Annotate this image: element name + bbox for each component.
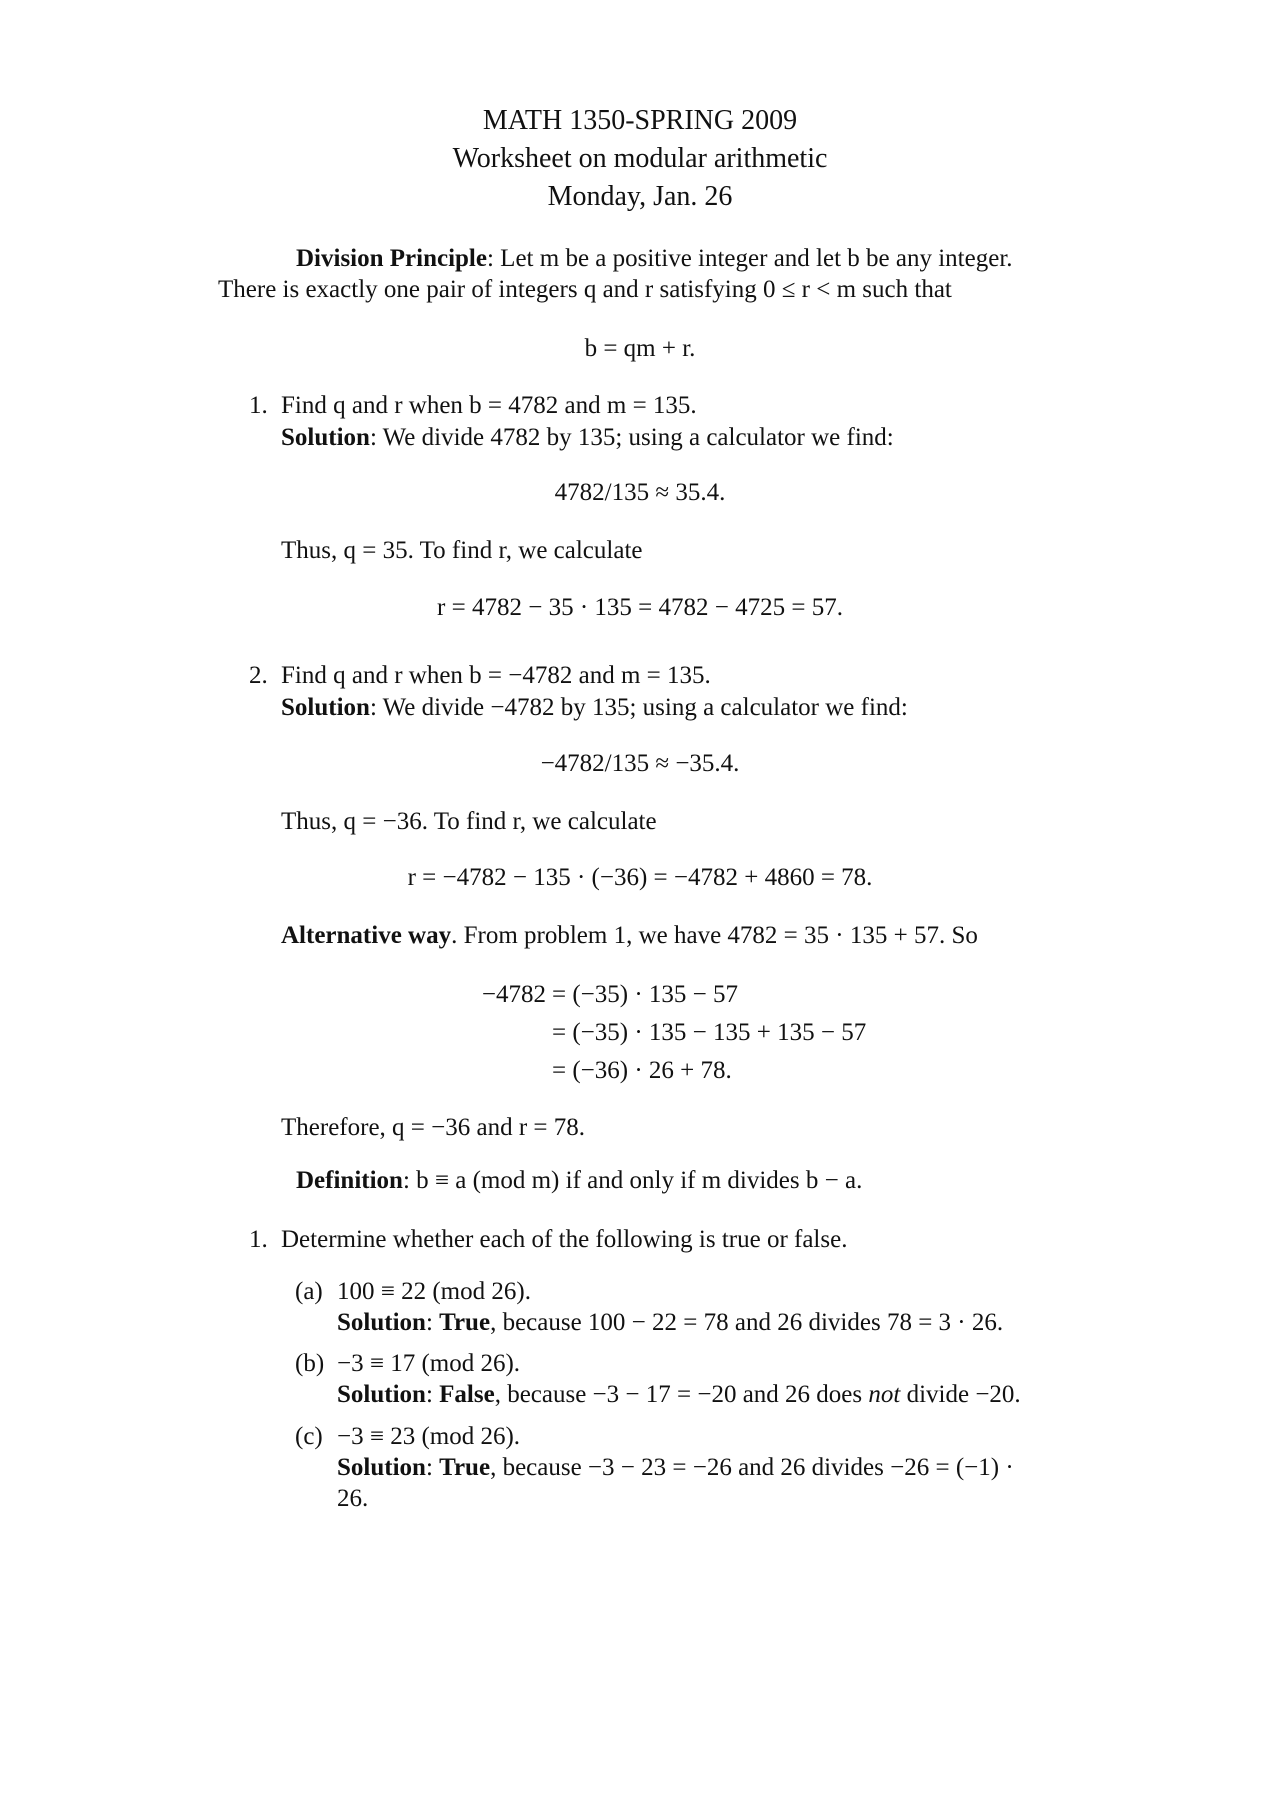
problem-1-solution-text: : We divide 4782 by 135; using a calculator we find: <box>369 424 894 451</box>
definition-label: Definition <box>296 1167 403 1194</box>
division-principle-line2: There is exactly one pair of integers q and r satisfying 0 ≤ r < m such that <box>218 276 952 303</box>
division-equation: b = qm + r. <box>584 335 696 362</box>
item-c-solution-label: Solution <box>337 1454 426 1481</box>
alternative-text: . From problem 1, we have 4782 = 35 · 135 + 57. So <box>451 922 978 949</box>
item-b-reason-post: divide −20. <box>900 1381 1021 1408</box>
item-c-reason: , because −3 − 23 = −26 and 26 divides −26 = (−1) · <box>490 1454 1014 1481</box>
item-b-solution-label: Solution <box>337 1381 426 1408</box>
alternative-therefore: Therefore, q = −36 and r = 78. <box>281 1114 586 1141</box>
alternative-row-1: = (−35) · 135 − 57 <box>552 981 739 1008</box>
division-principle-text: : Let m be a positive integer and let b be any integer. <box>486 245 1013 272</box>
item-c-solution: Solution: True, because −3 − 23 = −26 and 26 divides −26 = (−1) · <box>337 1454 1014 1481</box>
problem-1-eq1: 4782/135 ≈ 35.4. <box>554 479 726 506</box>
item-a-statement: 100 ≡ 22 (mod 26). <box>337 1278 531 1305</box>
problem-2-thus: Thus, q = −36. To find r, we calculate <box>281 808 657 835</box>
item-b-reason-pre: , because −3 − 17 = −20 and 26 does <box>494 1381 869 1408</box>
problem-1-eq2: r = 4782 − 35 · 135 = 4782 − 4725 = 57. <box>437 594 843 621</box>
item-c-statement: −3 ≡ 23 (mod 26). <box>337 1423 521 1450</box>
course-title: MATH 1350-SPRING 2009 <box>482 105 798 136</box>
problem-2-number: 2. <box>249 662 268 689</box>
worksheet-date: Monday, Jan. 26 <box>547 181 733 212</box>
alternative-row-2: = (−35) · 135 − 135 + 135 − 57 <box>552 1019 867 1046</box>
alternative-lhs: −4782 <box>481 981 546 1008</box>
problem-2-statement: Find q and r when b = −4782 and m = 135. <box>281 662 711 689</box>
problem-2-solution-label: Solution <box>281 694 370 721</box>
item-b-solution: Solution: False, because −3 − 17 = −20 and 26 does not divide −20. <box>337 1381 1021 1408</box>
item-b-label: (b) <box>295 1350 325 1377</box>
problem-2-solution <box>281 692 908 723</box>
item-c-verdict: True <box>439 1454 491 1481</box>
alternative-intro <box>281 920 978 951</box>
problem-1-solution-label: Solution <box>281 424 370 451</box>
problem-1-solution <box>281 422 894 453</box>
worksheet-subtitle: Worksheet on modular arithmetic <box>452 143 828 174</box>
truefalse-number: 1. <box>249 1226 268 1253</box>
alternative-label: Alternative way <box>281 922 452 949</box>
alternative-row-3: = (−36) · 26 + 78. <box>552 1057 732 1084</box>
problem-2-solution-text: : We divide −4782 by 135; using a calculator we find: <box>369 694 908 721</box>
item-b-verdict: False <box>439 1381 495 1408</box>
item-b-statement: −3 ≡ 17 (mod 26). <box>337 1350 521 1377</box>
problem-1-number: 1. <box>249 392 268 419</box>
item-c-label: (c) <box>295 1423 323 1450</box>
item-c-reason-cont: 26. <box>337 1485 369 1512</box>
problem-2-eq2: r = −4782 − 135 · (−36) = −4782 + 4860 = 78. <box>407 864 873 891</box>
item-a-label: (a) <box>295 1278 323 1305</box>
problem-1-thus: Thus, q = 35. To find r, we calculate <box>281 537 643 564</box>
problem-2-eq1: −4782/135 ≈ −35.4. <box>540 750 740 777</box>
item-a-reason: , because 100 − 22 = 78 and 26 divides 78 = 3 · 26. <box>490 1309 1004 1336</box>
definition-text: : b ≡ a (mod m) if and only if m divides b − a. <box>402 1167 863 1194</box>
division-principle-heading: Division Principle <box>296 245 487 272</box>
item-a-solution-label: Solution <box>337 1309 426 1336</box>
division-principle-line1 <box>296 243 1013 274</box>
item-a-solution: Solution: True, because 100 − 22 = 78 and 26 divides 78 = 3 · 26. <box>337 1309 1004 1336</box>
item-a-verdict: True <box>439 1309 491 1336</box>
truefalse-prompt: Determine whether each of the following is true or false. <box>281 1226 848 1253</box>
item-b-reason-emph: not <box>868 1381 901 1408</box>
problem-1-statement: Find q and r when b = 4782 and m = 135. <box>281 392 697 419</box>
definition <box>296 1165 862 1196</box>
